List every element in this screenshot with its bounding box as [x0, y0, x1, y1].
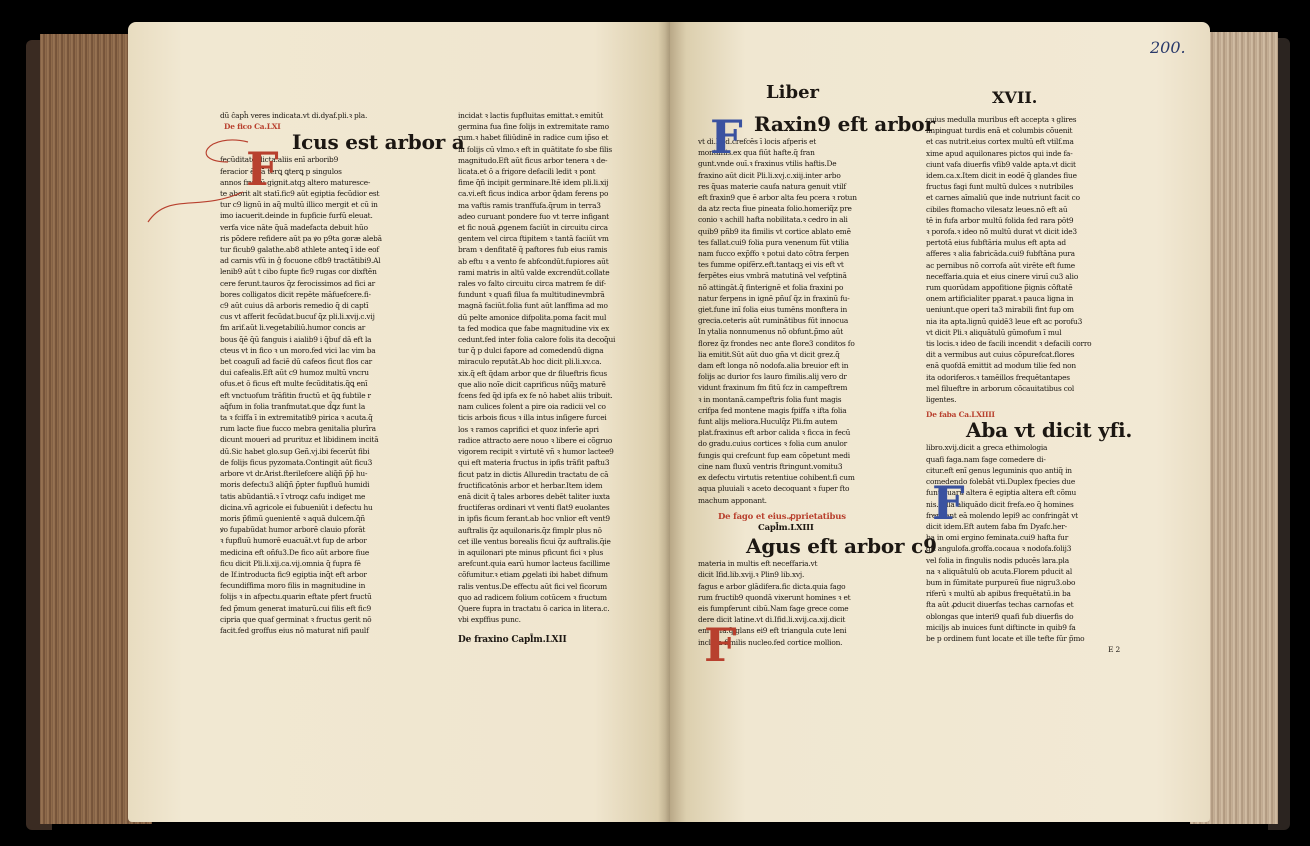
text-line: do gradu.cuius cortices ꝛ folia cum anulor: [698, 439, 847, 449]
right-column-2-lines: [926, 114, 1140, 405]
text-line: bores colligatos dicit repēte māfuefcere.fi-: [220, 289, 371, 299]
text-line: aq̃fum in folia tranfmutat.que d̃ꝗz funt la: [220, 401, 366, 411]
text-line: ta fed modica que fabe magnitudine vix ex: [458, 323, 610, 333]
header-liber: Liber: [766, 82, 820, 103]
text-line: moris p̃fimū ꝯuenientē ꝛ aquā dulcem.q̃ñ: [220, 513, 365, 523]
left-page: [128, 22, 676, 822]
text-line: rami matris in altū valde excrendūt.collate: [458, 267, 610, 277]
text-line: magnitudo.Eft aūt ficus arbor tenera ꝛ de-: [458, 155, 608, 165]
text-line: neceffaria.quia et eius cinere viruī cu3 alio: [926, 271, 1079, 281]
text-line: nam fucco exp̃ffo ꝛ potui dato cõtra ferpen: [698, 249, 849, 259]
text-line: enī ficfa.q̃ glans ei9 eft triangula cute leni: [698, 626, 847, 636]
text-line: riferū ꝛ multū ab apibus frequētatū.in ba: [926, 589, 1071, 599]
text-line: arefcunt.quia earū humor lacteus facillime: [458, 559, 610, 569]
text-line: facit.fed groffus eius nō maturat nifi paulf: [220, 625, 369, 635]
text-line: qui eft materia fructus in ipfis trāfit paftu3: [458, 458, 610, 468]
text-line: imo iacuerit.deinde in fupficie furfū eleuat.: [220, 211, 373, 221]
text-line: cipria que quaf germinat ꝛ fructus gerit nō: [220, 614, 372, 624]
text-line: funt.quarū altera ē egiptia altera eft cõmu: [926, 488, 1077, 498]
text-line: fructus fagi funt multū dulces ꝛ nutribiles: [926, 182, 1074, 192]
text-line: in aquilonari pte minus pficunt fici ꝛ plus: [458, 547, 604, 557]
text-line: c9 aūt cuius dā arboris remedio q̃ di captī: [220, 301, 369, 311]
initial-f-fraxinus: F: [710, 110, 743, 164]
text-line: dam eft longa nõ nodofa.alia breuior eft in: [698, 361, 849, 371]
text-line: impinguat turdis enā et columbis cõuenit: [926, 126, 1073, 136]
text-line: montanis.ex qua fiūt hafte.q̃ fran: [698, 148, 815, 158]
text-line: adeo curuant pondere fuo vt terre infigant: [458, 211, 609, 221]
text-line: materia in multis eft neceffaria.vt: [698, 559, 818, 569]
text-line: rales vo falto circuitu circa matrem fe dif-: [458, 279, 606, 289]
text-line: fta aūt ꝓducit diuerfas techas carnofas et: [926, 600, 1074, 610]
text-line: ex defectu virtutis retentiue cohibent.fi cum: [698, 473, 855, 483]
text-line: ab eftu ꝛ a vento fe abfcondūt.fupiores aūt: [458, 256, 609, 266]
text-line: tē in fufa arbor multū folida fed rara pōt9: [926, 215, 1074, 225]
text-line: cus vt afferit fecũdat.bucuf q̃z pli.li.xvij.c.vij: [220, 312, 375, 322]
heading-fagus: Agus eft arbor c9: [746, 534, 937, 559]
text-line: de If.introducta fic9 egiptia inq̃t eft arbor: [220, 569, 367, 579]
text-line: quib9 pñb9 ita fimilis vt cortice ablato emē: [698, 226, 851, 236]
catchword: E 2: [1108, 645, 1120, 655]
text-line: et fic nouā ꝓgenem faciūt in circuitu circa: [458, 223, 608, 233]
text-line: dicunt moueri ad prurituz et libidinem incitā: [220, 435, 379, 445]
text-line: vt dicit Pli.ꝛ aliquātulū gūmofum ī mul: [926, 327, 1062, 337]
text-line: bum in fūmitate purpureū fiue nigru3.obo: [926, 577, 1076, 587]
text-line: vbi expffius punc.: [458, 615, 521, 625]
text-line: xime apud aquilonares pictos qui inde fa-: [926, 148, 1073, 158]
text-line: gunt.vnde ouī.ꝛ fraxinus vtilis haftis.De: [698, 159, 837, 169]
text-line: tatis abũdantiā.ꝛ ĩ vtroꝗz cafu indiget me: [220, 491, 366, 501]
text-line: dui cafealis.Eft aūt c9 humoz multū vncru: [220, 368, 369, 378]
text-line: ꝟo fupabũdat humor arborē clauio pforāt: [220, 525, 366, 535]
text-line: miraculo reputāt.Ab hoc dicit pli.li.xv.ca.: [458, 357, 602, 367]
text-line: ma vaftis ramis tranffufa.q̃rum in terra3: [458, 200, 601, 210]
text-line: fed p̃mum generat imaturū.cui filis eft fic9: [220, 603, 372, 613]
text-line: enā quofdā emittit ad modum tilie fed non: [926, 361, 1076, 371]
text-line: ficut patz in dictis Alluredin tractatu de cā: [458, 469, 609, 479]
text-line: fraxino aūt dicit Pli.li.xvj.c.xiij.inter arbo: [698, 170, 841, 180]
text-line: rum.ꝛ habet filiūdinē in radice cum ip̃so et: [458, 133, 609, 143]
text-line: arbore vt dr.Arist.fterilefcere aliq̃ñ p̃p̃ hu-: [220, 469, 368, 479]
text-line: in ipfis ficum ferant.ab hoc vnlior eft vent9: [458, 514, 610, 524]
text-line: ca.vi.eft ficus indica arbor q̃dam ferens po: [458, 189, 609, 199]
rubric-de-fico: De fico Ca.LXI: [224, 122, 281, 132]
text-line: annos fructū gignit.atqꝫ altero maturesce-: [220, 177, 371, 187]
text-line: dere dicit latine.vt di.Ifid.li.xvij.ca.xij.dicit: [698, 615, 846, 625]
text-line: cteus vt in fico ꝛ un moro.fed vici lac vim ba: [220, 345, 376, 355]
text-line: eft vnctuofum trāfitin fructū et q̃ꝗ fubtile r: [220, 390, 371, 400]
text-line: citur.eft enī genus leguminis quo antiq̃ in: [926, 465, 1072, 475]
text-line: vigorem recipit ꝛ virtutē vñ ꝛ humor lactee9: [458, 447, 614, 457]
text-line: ris põdere refidere aūt pa ꝟo p9ta goræ alebā: [220, 233, 382, 243]
text-line: ꝛ porofa.ꝛ ideo nõ multū durat vt dicit ide3: [926, 227, 1077, 237]
text-line: onem artificialiter pparat.ꝛ pauca ligna in: [926, 294, 1074, 304]
text-line: fructiferas ordinari vt venti flat9 euolantes: [458, 503, 610, 513]
text-line: de folijs ficus pyzomata.Contingit aūt ficu3: [220, 457, 373, 467]
text-line: rum fructib9 quondā vixerunt homines ꝛ et: [698, 592, 851, 602]
right-column-2: [926, 114, 1140, 804]
text-line: eft fraxin9 que ē arbor alta feu pcera ꝛ rotun: [698, 193, 857, 203]
initial-f-faba: F: [932, 476, 965, 530]
text-line: nia ita apta.lignū quidē3 leue eft ac porofu3: [926, 316, 1083, 326]
text-line: ac pernibus nõ corrofa aūt virēte eft fume: [926, 260, 1075, 270]
text-line: ad carnis vfū in ĝ focuone c8b9 tractātibi9.Al: [220, 256, 381, 266]
text-line: giet.fune inī folia eius tumēns monftera in: [698, 305, 848, 315]
text-line: fructificatōnis arbor et herbar.Item idem: [458, 480, 603, 490]
text-line: dū.Sic habet glo.sup Geñ.vj.ibi fecerūt fibi: [220, 446, 370, 456]
heading-faba: Aba vt dicit yfi.: [966, 418, 1133, 443]
text-line: fungis qui crefcunt fup eam cõpetunt medi: [698, 450, 850, 460]
text-line: fcens fed q̃d ipfa ex fe nō habet aliis tribuit.: [458, 391, 613, 401]
heading-line: Icus est arbor a: [292, 130, 465, 155]
text-line: vidunt fraxinum fm fitū fcz in campeftrem: [698, 383, 848, 393]
text-line: et carnes aīmaliū que inde nutriunt facit co: [926, 193, 1080, 203]
text-line: In ytalia nonnumenus nõ obfunt.p̃mo aūt: [698, 327, 843, 337]
text-line: machum apponant.: [698, 495, 767, 505]
text-line: mel filueftre in arborum cõcauitatibus col: [926, 383, 1075, 393]
text-line: eis fumpferunt cibū.Nam fage grece come: [698, 603, 849, 613]
text-line: ofus.et ō ficus eft multe fecũditatis.q̃ꝗ enī: [220, 379, 368, 389]
text-line: dit a vermibus aut cuius cõpurefcat.flores: [926, 350, 1075, 360]
right-column-1-lines: [698, 136, 914, 506]
text-line: florez q̃z frondes nec ante flore3 conditos fo: [698, 338, 855, 348]
text-line: git angulofa.groffa.cocaua ꝛ nodofa.folij3: [926, 544, 1072, 554]
text-line: libro.xvij.dicit a greca ethimologia: [926, 443, 1048, 453]
text-line: fecundiffima moro filis in magnitudine in: [220, 581, 366, 591]
text-line: folijs ꝛ in afpectu.quarin eftate pfert fructū: [220, 592, 372, 602]
text-line: cõfumitur.ꝛ etiam ꝓgelati ibi habet difnum: [458, 570, 608, 580]
text-line: moris defectu3 aliq̃ñ p̃pter fupfluū humidi: [220, 480, 370, 490]
text-line: cine nam fluxū ventris ftringunt.vomitu3: [698, 461, 843, 471]
text-line: ba in omi ergino feminata.cui9 hafta fur: [926, 533, 1069, 543]
right-column-1: [698, 110, 937, 804]
text-line: res q̃uas materie caufa natura genuit vtilf: [698, 181, 846, 191]
text-line: quafi faga.nam fage comedere di-: [926, 454, 1046, 464]
text-line: nis.ꝛ illa aliquādo dicit frefa.eo q̃ homines: [926, 499, 1074, 509]
text-line: pertotā eius fubftāria mulus eft apta ad: [926, 238, 1066, 248]
text-line: fundunt ꝛ quafi filua fa multitudinevmbrā: [458, 290, 605, 300]
text-line: comedendo folebāt vti.Duplex fpecies due: [926, 477, 1075, 487]
text-line: los ꝛ ramos caprifici et quoz inferīe apri: [458, 424, 599, 434]
text-line: dicit idem.Eft autem faba fm Dyafc.her-: [926, 521, 1067, 531]
text-line: tur c9 lignū in aq̃ multū illico mergit et cū in: [220, 200, 378, 210]
text-line: tur q̃ p dulci fapore ad comedendū digna: [458, 346, 604, 356]
text-line: cere ferunt.tauros q̃z ferocissimos ad fici ar: [220, 278, 376, 288]
heading-fraxinus: Raxin9 eft arbor: [754, 112, 935, 136]
text-line: xix.q̃ eft q̃dam arbor que dr filueftris ficus: [458, 368, 607, 378]
text-line: enā dicit q̃ tales arbores debēt taliter iuxta: [458, 491, 610, 501]
text-line: fime q̃ñ incipit germinare.Itē idem pli.li.xij: [458, 178, 609, 188]
text-line: verfa vice nāte q̃uā madefacta debuit hūo: [220, 222, 368, 232]
text-line: inclufa fimilis nucleo.fed cortice mollion.: [698, 637, 843, 647]
left-column-2-lines: [458, 110, 672, 625]
text-line: funt alijs meliora.Huculq̃z Pli.fm autem: [698, 417, 838, 427]
text-line: tur ficub9 galathe.ab8 athlete anteꝗ ī ide eof: [220, 245, 379, 255]
text-line: vt di.Ifi.d.crefcēs ī locis afperis et: [698, 137, 817, 146]
rubric-de-faba: De faba Ca.LXIIII: [926, 410, 995, 420]
header-xvii: XVII.: [992, 88, 1038, 107]
text-line: Quere fupra in tractatu ō carica in litera.c.: [458, 603, 610, 613]
text-line: afferes ꝛ alia fabricāda.cui9 fubftāna pura: [926, 249, 1075, 259]
text-line: be p ordinem funt locate et ille tefte fūr p̃mo: [926, 633, 1085, 643]
text-line: lenib9 aūt t cibo fupte fic9 rugas cor dixftēn: [220, 267, 377, 277]
initial-f-fagus: F: [704, 618, 737, 672]
text-line: ueniunt.que operi ta3 mirabili fint fup om: [926, 305, 1074, 315]
text-line: lia emitit.Sūt aūt duo gña vt dicit grez.q̃: [698, 349, 840, 359]
text-line: dicit Ifid.lib.xvij.ꝛ Plin9 lib.xvj.: [698, 570, 805, 580]
open-book: [18, 10, 1292, 836]
text-line: ꝛ in montanā.campeftris folia funt magis: [698, 394, 842, 404]
text-line: bet coagulī ad faciē dū cafeos ficut flos car: [220, 357, 373, 367]
text-line: oblongas que interi9 quafi fub diuerfis do: [926, 611, 1074, 621]
text-line: bram ꝛ denfitatē q̃ paftores fub eius ramis: [458, 245, 608, 255]
folio-number: 200.: [1150, 38, 1186, 57]
rubric-capitulum-lxiii: Capl̄m.LXIII: [758, 522, 814, 533]
text-line: auftralis q̃z aquilonaris.q̃z fimplr plus nō: [458, 525, 602, 535]
text-line: et cas nutrit.eius cortex multū eft vtilf.ma: [926, 137, 1074, 147]
text-line: na ꝛ aliquātulū ob acuta.Florem pducit al: [926, 566, 1072, 576]
text-line: tes fallat.cui9 folia pura venenum fūt vtilia: [698, 237, 849, 247]
text-line: natur ferpens in ignē pñuſ q̃z in fraxinū fu-: [698, 293, 850, 303]
text-line: ta ꝛ fciffa ī in extremitatib9 pirica ꝛ acuta.q̃: [220, 413, 373, 423]
text-line: que alio noĩe dicit caprificus nūq̃ꝫ maturē: [458, 379, 606, 389]
text-line: gentem vel circa ftipitem ꝛ tantā faciūt vm: [458, 234, 609, 244]
text-line: cedunt.fed inter folia calore folis ita decoq̃ui: [458, 335, 616, 345]
text-line: tes fumme opifērz.eft.tantaqꝫ ei vis eft vt: [698, 260, 844, 270]
text-line: da atz recta fiue pineata folio.homeriq̃z pre: [698, 204, 852, 214]
text-line: licata.et ō a frigore defacili ledit ꝛ pont: [458, 167, 596, 177]
text-line: ciunt vafa diuerfis vfib9 valde apta.vt dicit: [926, 159, 1076, 169]
text-line: fagus e arbor glādifera.fic dicta.quia fago: [698, 581, 846, 591]
text-line: rum quorūdam appofitione p̃ignis cõftatē: [926, 283, 1073, 293]
text-line: cibiles ftomacho vilesatz leues.nõ eft aū: [926, 204, 1068, 214]
text-line: tis locis.ꝛ ideo de facili incendit ꝛ defacili corro: [926, 339, 1092, 349]
rubric-de-fago: De fago et eius.ꝓprietatibus: [718, 511, 846, 522]
text-line: fecũditate dicta.aliis enī arborib9: [220, 155, 339, 165]
text-line: in folijs cū vlmo.ꝛ eft in quātitate fo sbe filis: [458, 144, 612, 154]
text-line: grecia.ceteris aūt ruminātibus fūt innocua: [698, 316, 849, 326]
right-column-2-lines-faba: [926, 442, 1140, 644]
text-line: idem.ca.x.Item dicit in eodē q̃ glandes fiue: [926, 171, 1077, 181]
text-line: vel folia in fingulis nodis pducēs lara.pla: [926, 555, 1069, 565]
text-line: feracior ē.nā terꝗ ꝗterꝗ p singulos: [220, 166, 342, 176]
text-line: nam culices folent a pire oia radicii vel co: [458, 402, 606, 412]
text-line: ralis ventus.De effectu aūt fici vel ficorum: [458, 581, 607, 591]
text-line: medicina eft oñfu3.De fico aūt arbore fiue: [220, 547, 370, 557]
left-column-2: [458, 110, 672, 800]
text-line: germina fua fine folijs in extremitate ramo: [458, 122, 609, 132]
text-line: dũ ĉapĥ veres indicata.vt di.dyaf.pli.ꝛ pla.: [220, 111, 368, 120]
text-line: dicina.vñ agricole ei fubueniūt i defectu hu: [220, 502, 373, 512]
text-line: cuius medulla muribus eft accepta ꝛ glires: [926, 115, 1077, 124]
text-line: magnā faciūt.folia funt aūt lanffima ad mo: [458, 301, 608, 311]
text-line: rum lacte fiue fucco mebra genitalia plurīra: [220, 424, 376, 434]
text-line: aqua pluuiali ꝛ aceto decoquant ꝛ fuper fto: [698, 484, 850, 494]
text-line: te aborit alt statī.fic9 aūt egiptia fecũdior est: [220, 189, 380, 199]
text-line: incidat ꝛ lactis fupfluitas emittat.ꝛ emitūt: [458, 111, 604, 120]
text-line: ticis arbois ficus ꝛ illa intus inſigere furcei: [458, 413, 607, 423]
right-page: [670, 22, 1210, 822]
text-line: crifpa fed montene magis fpiffa ꝛ ifta folia: [698, 405, 847, 415]
text-line: ligentes.: [926, 395, 957, 405]
text-line: nõ attingāt.q̃ finterignē et folia fraxini po: [698, 282, 844, 292]
text-line: conio ꝛ achill hafta nobilitata.ꝛ cedro in ali: [698, 215, 848, 225]
flourish-decoration: [148, 132, 258, 242]
text-line: bous q̃ē q̃ū fanguis i aialib9 i q̃buf dā eft la: [220, 334, 372, 344]
text-line: ita odoriferos.ꝛ tamēillos frequētantapes: [926, 372, 1070, 382]
text-line: folijs ac durior fcs lauro fimilis.alij vero dr: [698, 372, 847, 382]
text-line: ferpētes eius vmbrā matutinā vel vefptinā: [698, 271, 847, 281]
text-line: ficu dicit Pli.li.xij.ca.vij.omnia q̃ fupra fē: [220, 558, 361, 568]
text-line: radice attracto aere nouo ꝛ libere ei cõgruo: [458, 435, 613, 445]
text-line: miciljs ab inuices funt diftincte in quib9 fa: [926, 622, 1076, 632]
text-line: dū pelte amonice difpolita.poma facit mul: [458, 312, 607, 322]
text-line: plat.fraxinus eft arbor calida ꝛ ficca in fecū: [698, 428, 851, 438]
text-line: cet ille ventus borealis ficui q̃z auftralis.q̃ie: [458, 536, 611, 546]
text-line: ꝛ fupfluū humorē euacuāt.vt fup de arbor: [220, 536, 367, 546]
text-line: quo ad radicem folium cotūcem ꝛ fructum: [458, 592, 607, 602]
text-line: fm arif.aūt li.vegetabiliū.humor concis ar: [220, 323, 366, 333]
rubric-de-fraxino: De fraxino Capl̄m.LXII: [458, 635, 567, 646]
initial-f-fico: F: [246, 142, 279, 196]
text-line: frendant eā molendo lepi9 ac confringāt vt: [926, 510, 1078, 520]
